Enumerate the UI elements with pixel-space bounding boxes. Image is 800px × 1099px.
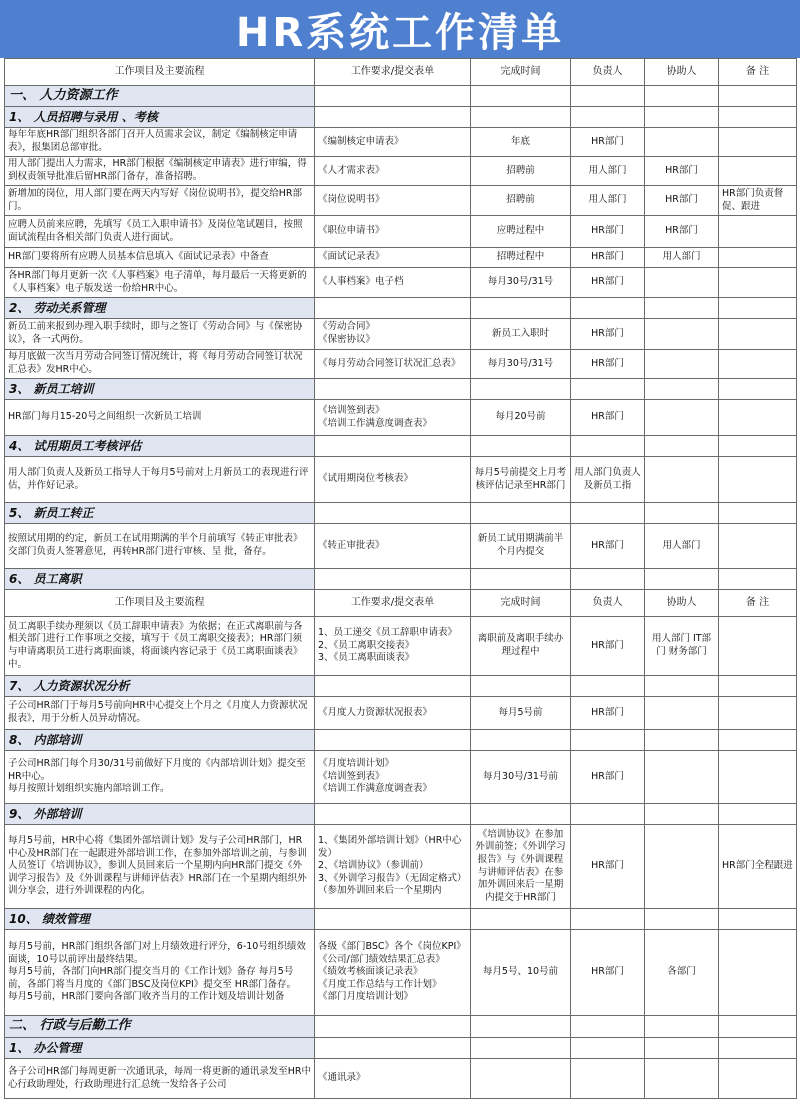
subsection-heading: 2、 劳动关系管理: [5, 298, 315, 319]
empty-cell: [571, 436, 645, 457]
table-row: [5, 216, 797, 248]
column-header: 工作要求/提交表单: [315, 590, 471, 617]
deadline-cell: 离职前及离职手续办理过程中: [471, 617, 571, 676]
subsection-heading-row: [5, 298, 797, 319]
empty-cell: [571, 379, 645, 400]
owner-cell: HR部门: [571, 128, 645, 157]
assistant-cell: 用人部门 IT部门 财务部门: [645, 617, 719, 676]
empty-cell: [645, 298, 719, 319]
empty-cell: [571, 107, 645, 128]
process-cell: 每月5号前，HR中心将《集团外部培训计划》发与子公司HR部门，HR中心及HR部门在一起跟进外部培训工作，在参加外部培训之前，与参训人员签订《培训协议》，参训人员回来后一个星期内向HR部门提交《外训学习报告》及《外训课程与讲师评估表》HR部门在一个星期内组织外训分享会，进行外训课程的内化。: [5, 825, 315, 909]
requirement-cell: 《月度培训计划》 《培训签到表》 《培训工作满意度调查表》: [315, 751, 471, 804]
empty-cell: [315, 804, 471, 825]
column-header: 工作要求/提交表单: [315, 59, 471, 86]
requirement-cell: 1、《集团外部培训计划》（HR中心发） 2、《培训协议》（参训前） 3、《外训学习报告》（无固定格式） （参加外训回来后一个星期内: [315, 825, 471, 909]
table-row: [5, 524, 797, 569]
owner-cell: HR部门: [571, 751, 645, 804]
process-cell: 按照试用期的约定，新员工在试用期满的半个月前填写《转正审批表》交部门负责人签署意见，再转HR部门进行审核、呈 批，备存。: [5, 524, 315, 569]
remark-cell: [719, 400, 797, 436]
deadline-cell: 年底: [471, 128, 571, 157]
owner-cell: HR部门: [571, 617, 645, 676]
deadline-cell: 招聘过程中: [471, 248, 571, 268]
empty-cell: [571, 1038, 645, 1059]
table-body: [5, 59, 797, 1099]
empty-cell: [645, 569, 719, 590]
process-cell: 每月5号前，HR部门组织各部门对上月绩效进行评分，6-10号组织绩效面谈，10号以前评出最终结果。 每月5号前，各部门向HR部门提交当月的《工作计划》备存 每月5号前，各部门将当月度的《部门BSC及岗位KPI》提交至 HR部门备存。 每月5号前，HR部门要向各部门收齐当月的工作计划及培训计划备: [5, 930, 315, 1016]
empty-cell: [719, 86, 797, 107]
subsection-heading-row: [5, 379, 797, 400]
table-row: [5, 319, 797, 350]
table-row: [5, 157, 797, 186]
owner-cell: 用人部门负责人及新员工指: [571, 457, 645, 503]
remark-cell: [719, 930, 797, 1016]
empty-cell: [645, 804, 719, 825]
empty-cell: [719, 1016, 797, 1038]
empty-cell: [719, 909, 797, 930]
empty-cell: [471, 569, 571, 590]
owner-cell: HR部门: [571, 268, 645, 298]
empty-cell: [571, 298, 645, 319]
requirement-cell: 《职位申请书》: [315, 216, 471, 248]
column-header: 工作项目及主要流程: [5, 59, 315, 86]
column-header: 备 注: [719, 59, 797, 86]
empty-cell: [719, 503, 797, 524]
remark-cell: [719, 268, 797, 298]
empty-cell: [571, 503, 645, 524]
table-row: [5, 186, 797, 216]
empty-cell: [471, 86, 571, 107]
subsection-heading: 7、 人力资源状况分析: [5, 676, 315, 697]
column-header: 负责人: [571, 590, 645, 617]
table-row: [5, 825, 797, 909]
owner-cell: HR部门: [571, 350, 645, 379]
subsection-heading-row: [5, 503, 797, 524]
empty-cell: [645, 107, 719, 128]
remark-cell: [719, 524, 797, 569]
empty-cell: [471, 804, 571, 825]
remark-cell: HR部门全程跟进: [719, 825, 797, 909]
column-header: 完成时间: [471, 590, 571, 617]
subsection-heading-row: [5, 804, 797, 825]
remark-cell: [719, 216, 797, 248]
section-heading: 二、 行政与后勤工作: [5, 1016, 315, 1038]
hr-checklist-table: [4, 58, 797, 1099]
assistant-cell: 用人部门: [645, 524, 719, 569]
assistant-cell: 各部门: [645, 930, 719, 1016]
owner-cell: 用人部门: [571, 186, 645, 216]
empty-cell: [645, 436, 719, 457]
process-cell: 每年年底HR部门组织各部门召开人员需求会议，制定《编制核定申请表》，报集团总部审批。: [5, 128, 315, 157]
process-cell: 员工离职手续办理须以《员工辞职申请表》为依据；在正式离职前与各相关部门进行工作事项之交接，填写于《员工离职交接表》；HR部门须与申请离职员工进行离职面谈，将面谈内容记录于《员工离职面谈表》中。: [5, 617, 315, 676]
table-row: [5, 617, 797, 676]
assistant-cell: [645, 319, 719, 350]
owner-cell: HR部门: [571, 524, 645, 569]
table-row: [5, 268, 797, 298]
empty-cell: [315, 730, 471, 751]
empty-cell: [719, 1038, 797, 1059]
subsection-heading: 1、 人员招聘与录用 、考核: [5, 107, 315, 128]
deadline-cell: 每月5号前提交上月考核评估记录至HR部门: [471, 457, 571, 503]
owner-cell: HR部门: [571, 319, 645, 350]
table-row: [5, 128, 797, 157]
remark-cell: [719, 350, 797, 379]
empty-cell: [719, 107, 797, 128]
requirement-cell: 《培训签到表》 《培训工作满意度调查表》: [315, 400, 471, 436]
table-row: [5, 457, 797, 503]
empty-cell: [471, 436, 571, 457]
process-cell: 各子公司HR部门每周更新一次通讯录，每周一将更新的通讯录发至HR中心行政助理处，行政助理进行汇总统一发给各子公司: [5, 1059, 315, 1099]
deadline-cell: 每月30号/31号: [471, 268, 571, 298]
empty-cell: [471, 676, 571, 697]
deadline-cell: 每月30号/31号: [471, 350, 571, 379]
remark-cell: [719, 128, 797, 157]
page-title: HR系统工作清单: [235, 9, 565, 56]
empty-cell: [571, 1016, 645, 1038]
requirement-cell: 《转正审批表》: [315, 524, 471, 569]
process-cell: 每月底做一次当月劳动合同签订情况统计，将《每月劳动合同签订状况汇总表》发HR中心。: [5, 350, 315, 379]
empty-cell: [471, 909, 571, 930]
empty-cell: [645, 379, 719, 400]
empty-cell: [315, 107, 471, 128]
assistant-cell: HR部门: [645, 216, 719, 248]
deadline-cell: 每月5号、10号前: [471, 930, 571, 1016]
assistant-cell: [645, 128, 719, 157]
subsection-heading: 10、 绩效管理: [5, 909, 315, 930]
requirement-cell: 《编制核定申请表》: [315, 128, 471, 157]
remark-cell: [719, 751, 797, 804]
table-header-row: [5, 590, 797, 617]
assistant-cell: [645, 400, 719, 436]
empty-cell: [471, 1016, 571, 1038]
subsection-heading: 1、 办公管理: [5, 1038, 315, 1059]
table-row: [5, 400, 797, 436]
process-cell: 子公司HR部门每个月30/31号前做好下月度的《内部培训计划》提交至HR中心。 每月按照计划组织实施内部培训工作。: [5, 751, 315, 804]
assistant-cell: [645, 350, 719, 379]
empty-cell: [645, 730, 719, 751]
subsection-heading: 5、 新员工转正: [5, 503, 315, 524]
requirement-cell: 1、员工递交《员工辞职申请表》 2、《员工离职交接表》 3、《员工离职面谈表》: [315, 617, 471, 676]
empty-cell: [571, 676, 645, 697]
deadline-cell: 每月20号前: [471, 400, 571, 436]
owner-cell: HR部门: [571, 697, 645, 730]
deadline-cell: 每月5号前: [471, 697, 571, 730]
empty-cell: [315, 379, 471, 400]
requirement-cell: 《通讯录》: [315, 1059, 471, 1099]
assistant-cell: HR部门: [645, 157, 719, 186]
requirement-cell: 各级《部门BSC》各个《岗位KPI》 《公司/部门绩效结果汇总表》 《绩效考核面谈记录表》 《月度工作总结与工作计划》 《部门月度培训计划》: [315, 930, 471, 1016]
empty-cell: [315, 298, 471, 319]
column-header: 备 注: [719, 590, 797, 617]
empty-cell: [315, 569, 471, 590]
empty-cell: [315, 503, 471, 524]
column-header: 协助人: [645, 590, 719, 617]
empty-cell: [571, 804, 645, 825]
requirement-cell: 《岗位说明书》: [315, 186, 471, 216]
subsection-heading-row: [5, 676, 797, 697]
requirement-cell: 《劳动合同》 《保密协议》: [315, 319, 471, 350]
subsection-heading-row: [5, 569, 797, 590]
empty-cell: [645, 86, 719, 107]
section-heading: 一、 人力资源工作: [5, 86, 315, 107]
process-cell: 用人部门提出人力需求，HR部门根据《编制核定申请表》进行审编，得到权责领导批准后留HR部门备存，准备招聘。: [5, 157, 315, 186]
remark-cell: HR部门负责督促、跟进: [719, 186, 797, 216]
column-header: 协助人: [645, 59, 719, 86]
empty-cell: [315, 86, 471, 107]
empty-cell: [719, 569, 797, 590]
requirement-cell: 《试用期岗位考核表》: [315, 457, 471, 503]
remark-cell: [719, 157, 797, 186]
assistant-cell: [645, 268, 719, 298]
subsection-heading: 4、 试用期员工考核评估: [5, 436, 315, 457]
process-cell: 子公司HR部门于每月5号前向HR中心提交上个月之《月度人力资源状况报表》，用于分析人员异动情况。: [5, 697, 315, 730]
empty-cell: [719, 436, 797, 457]
subsection-heading-row: [5, 730, 797, 751]
owner-cell: HR部门: [571, 825, 645, 909]
empty-cell: [471, 503, 571, 524]
table-row: [5, 930, 797, 1016]
empty-cell: [645, 1038, 719, 1059]
empty-cell: [571, 730, 645, 751]
deadline-cell: 招聘前: [471, 157, 571, 186]
empty-cell: [315, 1038, 471, 1059]
subsection-heading: 6、 员工离职: [5, 569, 315, 590]
assistant-cell: [645, 697, 719, 730]
owner-cell: HR部门: [571, 400, 645, 436]
requirement-cell: 《人才需求表》: [315, 157, 471, 186]
empty-cell: [315, 1016, 471, 1038]
remark-cell: [719, 319, 797, 350]
empty-cell: [315, 909, 471, 930]
process-cell: HR部门要将所有应聘人员基本信息填入《面试记录表》中备查: [5, 248, 315, 268]
empty-cell: [471, 730, 571, 751]
remark-cell: [719, 697, 797, 730]
subsection-heading-row: [5, 1038, 797, 1059]
requirement-cell: 《月度人力资源状况报表》: [315, 697, 471, 730]
assistant-cell: [645, 751, 719, 804]
deadline-cell: 每月30号/31号前: [471, 751, 571, 804]
empty-cell: [471, 298, 571, 319]
remark-cell: [719, 248, 797, 268]
requirement-cell: 《面试记录表》: [315, 248, 471, 268]
table-row: [5, 751, 797, 804]
process-cell: 用人部门负责人及新员工指导人于每月5号前对上月新员工的表现进行评估，并作好记录。: [5, 457, 315, 503]
table-row: [5, 248, 797, 268]
process-cell: 新增加的岗位，用人部门要在两天内写好《岗位说明书》，提交给HR部门。: [5, 186, 315, 216]
empty-cell: [471, 1038, 571, 1059]
empty-cell: [645, 1016, 719, 1038]
subsection-heading: 9、 外部培训: [5, 804, 315, 825]
table-row: [5, 697, 797, 730]
empty-cell: [571, 909, 645, 930]
assistant-cell: 用人部门: [645, 248, 719, 268]
empty-cell: [571, 569, 645, 590]
owner-cell: HR部门: [571, 248, 645, 268]
empty-cell: [645, 676, 719, 697]
empty-cell: [645, 909, 719, 930]
column-header: 工作项目及主要流程: [5, 590, 315, 617]
empty-cell: [719, 804, 797, 825]
title-banner: [0, 0, 800, 58]
process-cell: 各HR部门每月更新一次《人事档案》电子清单，每月最后一天将更新的《人事档案》电子版发送一份给HR中心。: [5, 268, 315, 298]
deadline-cell: 新员工试用期满前半个月内提交: [471, 524, 571, 569]
empty-cell: [315, 436, 471, 457]
remark-cell: [719, 457, 797, 503]
subsection-heading: 8、 内部培训: [5, 730, 315, 751]
deadline-cell: 《培训协议》在参加外训前签；《外训学习报告》与《外训课程与讲师评估表》在参加外训回来后一星期内提交于HR部门: [471, 825, 571, 909]
empty-cell: [571, 86, 645, 107]
column-header: 完成时间: [471, 59, 571, 86]
assistant-cell: HR部门: [645, 186, 719, 216]
assistant-cell: [645, 457, 719, 503]
deadline-cell: 应聘过程中: [471, 216, 571, 248]
empty-cell: [719, 379, 797, 400]
section-heading-row: [5, 86, 797, 107]
deadline-cell: 新员工入职时: [471, 319, 571, 350]
owner-cell: HR部门: [571, 930, 645, 1016]
owner-cell: HR部门: [571, 216, 645, 248]
requirement-cell: 《每月劳动合同签订状况汇总表》: [315, 350, 471, 379]
remark-cell: [719, 617, 797, 676]
empty-cell: [315, 676, 471, 697]
empty-cell: [471, 107, 571, 128]
column-header: 负责人: [571, 59, 645, 86]
subsection-heading-row: [5, 436, 797, 457]
empty-cell: [719, 298, 797, 319]
table-row: [5, 350, 797, 379]
deadline-cell: 招聘前: [471, 186, 571, 216]
owner-cell: 用人部门: [571, 157, 645, 186]
process-cell: HR部门每月15-20号之间组织一次新员工培训: [5, 400, 315, 436]
empty-cell: [719, 676, 797, 697]
empty-cell: [471, 379, 571, 400]
subsection-heading-row: [5, 107, 797, 128]
empty-cell: [719, 730, 797, 751]
process-cell: 新员工前来报到办理入职手续时，即与之签订《劳动合同》与《保密协议》，各一式两份。: [5, 319, 315, 350]
empty-cell: [645, 503, 719, 524]
subsection-heading-row: [5, 909, 797, 930]
assistant-cell: [645, 825, 719, 909]
section-heading-row: [5, 1016, 797, 1038]
table-header-row: [5, 59, 797, 86]
requirement-cell: 《人事档案》电子档: [315, 268, 471, 298]
process-cell: 应聘人员前来应聘，先填写《员工入职申请书》及岗位笔试题目，按照面试流程由各相关部门负责人进行面试。: [5, 216, 315, 248]
subsection-heading: 3、 新员工培训: [5, 379, 315, 400]
